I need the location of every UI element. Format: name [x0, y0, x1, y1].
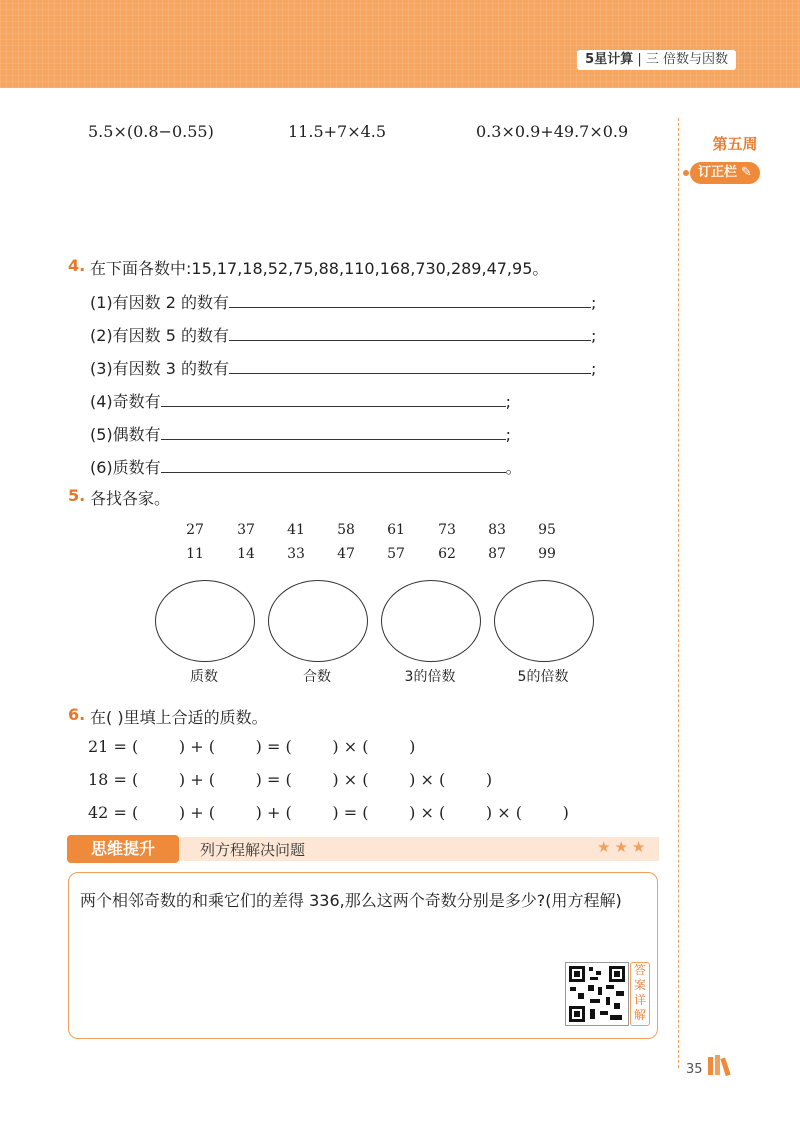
- q4-item-6: (6)质数有 。: [90, 458, 522, 477]
- answer-blank[interactable]: [161, 425, 506, 440]
- q4-item-3: (3)有因数 3 的数有 ;: [90, 359, 597, 378]
- book-title: 5星计算: [585, 52, 634, 67]
- answer-blank[interactable]: [161, 458, 506, 473]
- q6-line-1: 21 = ( ) + ( ) = ( ) × ( ): [88, 737, 416, 756]
- q6-line-3: 42 = ( ) + ( ) + ( ) = ( ) × ( ) × ( ): [88, 803, 569, 822]
- oval-label: 5的倍数: [517, 669, 569, 685]
- number-tile: 14: [237, 546, 255, 562]
- section-tag: 思维提升: [67, 835, 179, 863]
- number-tile: 61: [387, 522, 405, 538]
- answer-blank[interactable]: [161, 392, 506, 407]
- question-6-stem: 在( )里填上合适的质数。: [90, 708, 268, 727]
- answer-blank[interactable]: [229, 359, 591, 374]
- number-tile: 58: [337, 522, 355, 538]
- number-tile: 27: [186, 522, 204, 538]
- page-header: [0, 0, 800, 88]
- q4-item-1: (1)有因数 2 的数有 ;: [90, 293, 597, 312]
- correction-column-label: 订正栏 ✎: [690, 162, 760, 184]
- number-tile: 11: [186, 546, 204, 562]
- oval-composite[interactable]: [268, 580, 368, 662]
- number-tile: 83: [488, 522, 506, 538]
- question-4-stem: 在下面各数中:15,17,18,52,75,88,110,168,730,289,47,95。: [90, 259, 549, 278]
- answer-detail-label: 答案详解: [630, 962, 650, 1026]
- answer-blank[interactable]: [229, 293, 591, 308]
- week-label: 第五周: [712, 135, 758, 153]
- answer-blank[interactable]: [229, 326, 591, 341]
- sidebar-divider: [678, 118, 679, 1068]
- number-tile: 95: [538, 522, 556, 538]
- expression-1: 5.5×(0.8−0.55): [88, 122, 214, 141]
- chapter-tag: 5星计算 | 三 倍数与因数: [577, 50, 736, 70]
- oval-multiple-of-3[interactable]: [381, 580, 481, 662]
- q6-line-2: 18 = ( ) + ( ) = ( ) × ( ) × ( ): [88, 770, 493, 789]
- question-6-number: 6.: [68, 705, 86, 724]
- pencil-icon: ✎: [741, 165, 752, 180]
- oval-prime[interactable]: [155, 580, 255, 662]
- number-tile: 41: [287, 522, 305, 538]
- oval-label: 合数: [303, 669, 331, 685]
- q4-item-2: (2)有因数 5 的数有 ;: [90, 326, 597, 345]
- oval-label: 质数: [190, 669, 218, 685]
- difficulty-stars-icon: ★★★: [597, 838, 650, 856]
- number-tile: 99: [538, 546, 556, 562]
- chapter-title: 三 倍数与因数: [645, 52, 728, 67]
- page-number: 35: [686, 1062, 703, 1077]
- q4-item-5: (5)偶数有 ;: [90, 425, 512, 444]
- number-tile: 62: [438, 546, 456, 562]
- dot-marker: [683, 170, 689, 176]
- expression-2: 11.5+7×4.5: [288, 122, 387, 141]
- section-topic: 列方程解决问题: [200, 841, 306, 859]
- question-4-number: 4.: [68, 256, 86, 275]
- qr-code-icon[interactable]: [565, 962, 629, 1026]
- oval-label: 3的倍数: [404, 669, 456, 685]
- books-icon: [706, 1054, 738, 1076]
- number-tile: 57: [387, 546, 405, 562]
- expression-3: 0.3×0.9+49.7×0.9: [476, 122, 629, 141]
- number-tile: 87: [488, 546, 506, 562]
- number-tile: 73: [438, 522, 456, 538]
- number-tile: 33: [287, 546, 305, 562]
- number-tile: 37: [237, 522, 255, 538]
- oval-multiple-of-5[interactable]: [494, 580, 594, 662]
- question-5-stem: 各找各家。: [90, 489, 171, 508]
- problem-text: 两个相邻奇数的和乘它们的差得 336,那么这两个奇数分别是多少?(用方程解): [80, 891, 622, 910]
- question-5-number: 5.: [68, 486, 86, 505]
- number-tile: 47: [337, 546, 355, 562]
- q4-item-4: (4)奇数有 ;: [90, 392, 512, 411]
